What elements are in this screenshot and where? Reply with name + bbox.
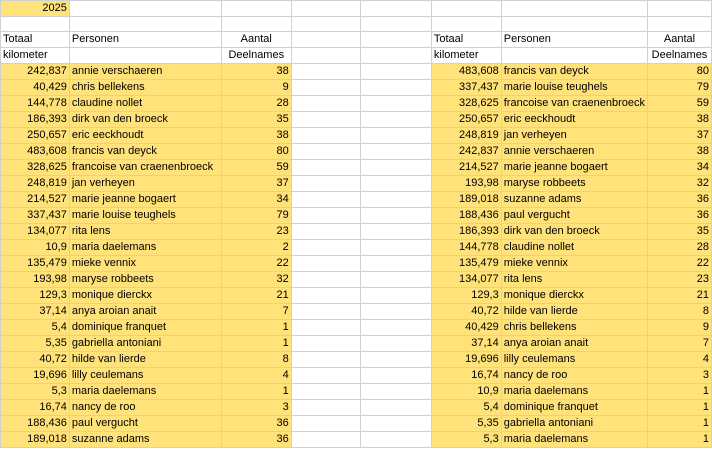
table-row — [1, 144, 712, 160]
left-km-cell[interactable]: 40,429 — [1, 80, 70, 96]
left-name-cell[interactable]: chris bellekens — [69, 80, 221, 96]
left-name-cell[interactable]: francoise van craenenbroeck — [69, 160, 221, 176]
right-km-cell[interactable]: 135,479 — [431, 256, 501, 272]
cell[interactable] — [69, 48, 221, 64]
left-count-cell[interactable]: 35 — [221, 112, 291, 128]
cell[interactable] — [501, 48, 647, 64]
right-name-cell[interactable]: gabriella antoniani — [501, 416, 647, 432]
left-name-cell[interactable]: maria daelemans — [69, 384, 221, 400]
right-name-cell[interactable]: anya aroian anait — [501, 336, 647, 352]
cell[interactable] — [291, 320, 361, 336]
blank-row — [1, 17, 712, 32]
right-name-cell[interactable]: mieke vennix — [501, 256, 647, 272]
left-count-cell[interactable]: 1 — [221, 384, 291, 400]
left-km-cell[interactable]: 186,393 — [1, 112, 70, 128]
left-km-cell[interactable]: 5,35 — [1, 336, 70, 352]
cell[interactable] — [361, 336, 432, 352]
table-row — [1, 208, 712, 224]
cell[interactable] — [361, 48, 432, 64]
cell[interactable] — [291, 272, 361, 288]
left-name-cell[interactable]: francis van deyck — [69, 144, 221, 160]
cell[interactable] — [221, 1, 291, 17]
left-name-cell[interactable]: jan verheyen — [69, 176, 221, 192]
year-cell[interactable]: 2025 — [1, 1, 70, 17]
right-name-cell[interactable]: suzanne adams — [501, 192, 647, 208]
right-name-cell[interactable]: nancy de roo — [501, 368, 647, 384]
left-name-cell[interactable]: mieke vennix — [69, 256, 221, 272]
cell[interactable] — [361, 288, 432, 304]
cell[interactable] — [647, 17, 711, 32]
left-count-cell[interactable]: 22 — [221, 256, 291, 272]
cell[interactable] — [291, 1, 361, 17]
left-count-cell[interactable]: 59 — [221, 160, 291, 176]
cell[interactable] — [291, 336, 361, 352]
left-km-cell[interactable]: 193,98 — [1, 272, 70, 288]
cell[interactable] — [361, 176, 432, 192]
header-row-2 — [1, 48, 712, 64]
right-name-cell[interactable]: marie jeanne bogaert — [501, 160, 647, 176]
right-name-cell[interactable]: marie louise teughels — [501, 80, 647, 96]
cell[interactable] — [361, 256, 432, 272]
left-name-cell[interactable]: annie verschaeren — [69, 64, 221, 80]
left-km-cell[interactable]: 5,3 — [1, 384, 70, 400]
right-km-cell[interactable]: 186,393 — [431, 224, 501, 240]
cell[interactable] — [69, 17, 221, 32]
left-count-cell[interactable]: 3 — [221, 400, 291, 416]
left-km-cell[interactable]: 19,696 — [1, 368, 70, 384]
left-name-cell[interactable]: eric eeckhoudt — [69, 128, 221, 144]
right-km-cell[interactable]: 189,018 — [431, 192, 501, 208]
cell[interactable] — [291, 368, 361, 384]
left-km-cell[interactable]: 5,4 — [1, 320, 70, 336]
right-count-cell[interactable]: 8 — [647, 304, 711, 320]
right-count-cell[interactable]: 22 — [647, 256, 711, 272]
right-name-cell[interactable]: monique dierckx — [501, 288, 647, 304]
table-row — [1, 224, 712, 240]
right-km-cell[interactable]: 144,778 — [431, 240, 501, 256]
left-count-cell[interactable]: 8 — [221, 352, 291, 368]
left-name-cell[interactable]: gabriella antoniani — [69, 336, 221, 352]
right-count-cell[interactable]: 1 — [647, 416, 711, 432]
left-name-cell[interactable]: lilly ceulemans — [69, 368, 221, 384]
cell[interactable] — [361, 240, 432, 256]
table-row — [1, 80, 712, 96]
left-total-header[interactable]: Totaal — [1, 32, 70, 48]
cell[interactable] — [221, 17, 291, 32]
right-name-cell[interactable]: maria daelemans — [501, 432, 647, 448]
cell[interactable] — [647, 1, 711, 17]
right-name-cell[interactable]: dominique franquet — [501, 400, 647, 416]
right-km-cell[interactable]: 328,625 — [431, 96, 501, 112]
table-row — [1, 240, 712, 256]
table-row — [1, 272, 712, 288]
right-km-cell[interactable]: 242,837 — [431, 144, 501, 160]
right-name-cell[interactable]: dirk van den broeck — [501, 224, 647, 240]
left-name-cell[interactable]: marie louise teughels — [69, 208, 221, 224]
left-count-cell[interactable]: 1 — [221, 336, 291, 352]
cell[interactable] — [361, 304, 432, 320]
right-count-cell[interactable]: 59 — [647, 96, 711, 112]
left-km-cell[interactable]: 328,625 — [1, 160, 70, 176]
cell[interactable] — [291, 304, 361, 320]
right-km-cell[interactable]: 19,696 — [431, 352, 501, 368]
right-count-cell[interactable]: 3 — [647, 368, 711, 384]
cell[interactable] — [361, 96, 432, 112]
right-km-cell[interactable]: 5,3 — [431, 432, 501, 448]
left-name-cell[interactable]: rita lens — [69, 224, 221, 240]
cell[interactable] — [361, 400, 432, 416]
cell[interactable] — [291, 80, 361, 96]
cell[interactable] — [361, 320, 432, 336]
right-km-cell[interactable]: 129,3 — [431, 288, 501, 304]
cell[interactable] — [291, 128, 361, 144]
cell[interactable] — [291, 224, 361, 240]
cell[interactable] — [361, 368, 432, 384]
cell[interactable] — [291, 96, 361, 112]
right-name-cell[interactable]: jan verheyen — [501, 128, 647, 144]
right-count-cell[interactable]: 38 — [647, 144, 711, 160]
cell[interactable] — [361, 1, 432, 17]
table-row — [1, 288, 712, 304]
right-count-cell[interactable]: 1 — [647, 432, 711, 448]
left-km-cell[interactable]: 242,837 — [1, 64, 70, 80]
cell[interactable] — [501, 17, 647, 32]
right-km-cell[interactable]: 40,72 — [431, 304, 501, 320]
right-count-cell[interactable]: 36 — [647, 192, 711, 208]
cell[interactable] — [361, 352, 432, 368]
right-total-header-sub[interactable]: kilometer — [431, 48, 501, 64]
right-count-header[interactable]: Aantal — [647, 32, 711, 48]
cell[interactable] — [361, 80, 432, 96]
cell[interactable] — [1, 17, 70, 32]
table-row — [1, 352, 712, 368]
right-count-cell[interactable]: 9 — [647, 320, 711, 336]
table-row — [1, 304, 712, 320]
left-count-cell[interactable]: 28 — [221, 96, 291, 112]
right-km-cell[interactable]: 40,429 — [431, 320, 501, 336]
left-count-cell[interactable]: 38 — [221, 64, 291, 80]
right-name-cell[interactable]: rita lens — [501, 272, 647, 288]
left-km-cell[interactable]: 37,14 — [1, 304, 70, 320]
cell[interactable] — [361, 144, 432, 160]
cell[interactable] — [501, 1, 647, 17]
left-count-cell[interactable]: 79 — [221, 208, 291, 224]
table-row — [1, 160, 712, 176]
left-count-cell[interactable]: 34 — [221, 192, 291, 208]
left-km-cell[interactable]: 337,437 — [1, 208, 70, 224]
left-name-cell[interactable]: dirk van den broeck — [69, 112, 221, 128]
right-km-cell[interactable]: 250,657 — [431, 112, 501, 128]
left-km-cell[interactable]: 10,9 — [1, 240, 70, 256]
right-km-cell[interactable]: 5,4 — [431, 400, 501, 416]
right-km-cell[interactable]: 5,35 — [431, 416, 501, 432]
cell[interactable] — [361, 208, 432, 224]
cell[interactable] — [291, 208, 361, 224]
table-row — [1, 112, 712, 128]
left-count-header[interactable]: Aantal — [221, 32, 291, 48]
cell[interactable] — [291, 160, 361, 176]
year-row — [1, 1, 712, 17]
table-row — [1, 384, 712, 400]
right-name-cell[interactable]: chris bellekens — [501, 320, 647, 336]
cell[interactable] — [291, 288, 361, 304]
cell[interactable] — [291, 416, 361, 432]
left-total-header-sub[interactable]: kilometer — [1, 48, 70, 64]
left-name-cell[interactable]: suzanne adams — [69, 432, 221, 448]
left-name-cell[interactable]: dominique franquet — [69, 320, 221, 336]
right-persons-header[interactable]: Personen — [501, 32, 647, 48]
right-name-cell[interactable]: annie verschaeren — [501, 144, 647, 160]
cell[interactable] — [361, 160, 432, 176]
left-km-cell[interactable]: 135,479 — [1, 256, 70, 272]
cell[interactable] — [291, 192, 361, 208]
right-name-cell[interactable]: maryse robbeets — [501, 176, 647, 192]
right-count-cell[interactable]: 35 — [647, 224, 711, 240]
cell[interactable] — [291, 17, 361, 32]
left-count-cell[interactable]: 38 — [221, 128, 291, 144]
right-count-cell[interactable]: 32 — [647, 176, 711, 192]
left-count-cell[interactable]: 21 — [221, 288, 291, 304]
cell[interactable] — [361, 192, 432, 208]
cell[interactable] — [431, 17, 501, 32]
right-name-cell[interactable]: francoise van craenenbroeck — [501, 96, 647, 112]
left-persons-header[interactable]: Personen — [69, 32, 221, 48]
right-count-cell[interactable]: 1 — [647, 384, 711, 400]
left-km-cell[interactable]: 483,608 — [1, 144, 70, 160]
header-row-1 — [1, 32, 712, 48]
left-count-cell[interactable]: 7 — [221, 304, 291, 320]
cell[interactable] — [361, 384, 432, 400]
cell[interactable] — [361, 432, 432, 448]
cell[interactable] — [291, 32, 361, 48]
right-name-cell[interactable]: francis van deyck — [501, 64, 647, 80]
left-count-cell[interactable]: 36 — [221, 416, 291, 432]
left-km-cell[interactable]: 189,018 — [1, 432, 70, 448]
cell[interactable] — [361, 32, 432, 48]
right-count-cell[interactable]: 7 — [647, 336, 711, 352]
table-row — [1, 432, 712, 448]
right-km-cell[interactable]: 134,077 — [431, 272, 501, 288]
table-row — [1, 320, 712, 336]
left-count-cell[interactable]: 80 — [221, 144, 291, 160]
left-count-cell[interactable]: 4 — [221, 368, 291, 384]
right-name-cell[interactable]: eric eeckhoudt — [501, 112, 647, 128]
cell[interactable] — [361, 416, 432, 432]
cell[interactable] — [361, 224, 432, 240]
left-km-cell[interactable]: 144,778 — [1, 96, 70, 112]
left-count-cell[interactable]: 9 — [221, 80, 291, 96]
right-name-cell[interactable]: maria daelemans — [501, 384, 647, 400]
right-name-cell[interactable]: lilly ceulemans — [501, 352, 647, 368]
right-count-cell[interactable]: 38 — [647, 112, 711, 128]
cell[interactable] — [361, 128, 432, 144]
cell[interactable] — [69, 1, 221, 17]
table-row — [1, 368, 712, 384]
right-km-cell[interactable]: 188,436 — [431, 208, 501, 224]
cell[interactable] — [291, 384, 361, 400]
left-count-cell[interactable]: 37 — [221, 176, 291, 192]
right-km-cell[interactable]: 16,74 — [431, 368, 501, 384]
right-count-header-sub[interactable]: Deelnames — [647, 48, 711, 64]
left-name-cell[interactable]: paul vergucht — [69, 416, 221, 432]
left-km-cell[interactable]: 129,3 — [1, 288, 70, 304]
left-name-cell[interactable]: marie jeanne bogaert — [69, 192, 221, 208]
right-count-cell[interactable]: 79 — [647, 80, 711, 96]
left-km-cell[interactable]: 214,527 — [1, 192, 70, 208]
table-row — [1, 96, 712, 112]
left-name-cell[interactable]: maria daelemans — [69, 240, 221, 256]
left-name-cell[interactable]: anya aroian anait — [69, 304, 221, 320]
right-km-cell[interactable]: 483,608 — [431, 64, 501, 80]
cell[interactable] — [361, 64, 432, 80]
right-count-cell[interactable]: 28 — [647, 240, 711, 256]
right-km-cell[interactable]: 37,14 — [431, 336, 501, 352]
left-count-header-sub[interactable]: Deelnames — [221, 48, 291, 64]
cell[interactable] — [361, 17, 432, 32]
table-row — [1, 416, 712, 432]
table-row — [1, 64, 712, 80]
left-km-cell[interactable]: 248,819 — [1, 176, 70, 192]
cell[interactable] — [291, 432, 361, 448]
table-row — [1, 176, 712, 192]
right-name-cell[interactable]: claudine nollet — [501, 240, 647, 256]
left-name-cell[interactable]: monique dierckx — [69, 288, 221, 304]
table-row — [1, 256, 712, 272]
left-km-cell[interactable]: 250,657 — [1, 128, 70, 144]
right-name-cell[interactable]: paul vergucht — [501, 208, 647, 224]
left-count-cell[interactable]: 1 — [221, 320, 291, 336]
left-count-cell[interactable]: 32 — [221, 272, 291, 288]
right-km-cell[interactable]: 214,527 — [431, 160, 501, 176]
table-row — [1, 128, 712, 144]
right-name-cell[interactable]: hilde van lierde — [501, 304, 647, 320]
left-name-cell[interactable]: maryse robbeets — [69, 272, 221, 288]
right-count-cell[interactable]: 21 — [647, 288, 711, 304]
left-count-cell[interactable]: 36 — [221, 432, 291, 448]
right-km-cell[interactable]: 248,819 — [431, 128, 501, 144]
left-km-cell[interactable]: 40,72 — [1, 352, 70, 368]
right-count-cell[interactable]: 1 — [647, 400, 711, 416]
right-count-cell[interactable]: 80 — [647, 64, 711, 80]
table-row — [1, 336, 712, 352]
right-km-cell[interactable]: 193,98 — [431, 176, 501, 192]
cell[interactable] — [361, 112, 432, 128]
cell[interactable] — [291, 144, 361, 160]
cell[interactable] — [291, 352, 361, 368]
left-name-cell[interactable]: hilde van lierde — [69, 352, 221, 368]
left-km-cell[interactable]: 134,077 — [1, 224, 70, 240]
right-total-header[interactable]: Totaal — [431, 32, 501, 48]
right-count-cell[interactable]: 23 — [647, 272, 711, 288]
cell[interactable] — [291, 240, 361, 256]
cell[interactable] — [361, 272, 432, 288]
right-km-cell[interactable]: 337,437 — [431, 80, 501, 96]
cell[interactable] — [291, 48, 361, 64]
right-count-cell[interactable]: 34 — [647, 160, 711, 176]
right-count-cell[interactable]: 4 — [647, 352, 711, 368]
cell[interactable] — [291, 176, 361, 192]
right-km-cell[interactable]: 10,9 — [431, 384, 501, 400]
cell[interactable] — [431, 1, 501, 17]
cell[interactable] — [291, 256, 361, 272]
left-count-cell[interactable]: 23 — [221, 224, 291, 240]
right-count-cell[interactable]: 36 — [647, 208, 711, 224]
table-row — [1, 400, 712, 416]
left-km-cell[interactable]: 188,436 — [1, 416, 70, 432]
cell[interactable] — [291, 112, 361, 128]
left-km-cell[interactable]: 16,74 — [1, 400, 70, 416]
left-name-cell[interactable]: nancy de roo — [69, 400, 221, 416]
right-count-cell[interactable]: 37 — [647, 128, 711, 144]
left-name-cell[interactable]: claudine nollet — [69, 96, 221, 112]
table-row — [1, 192, 712, 208]
left-count-cell[interactable]: 2 — [221, 240, 291, 256]
cell[interactable] — [291, 400, 361, 416]
cell[interactable] — [291, 64, 361, 80]
